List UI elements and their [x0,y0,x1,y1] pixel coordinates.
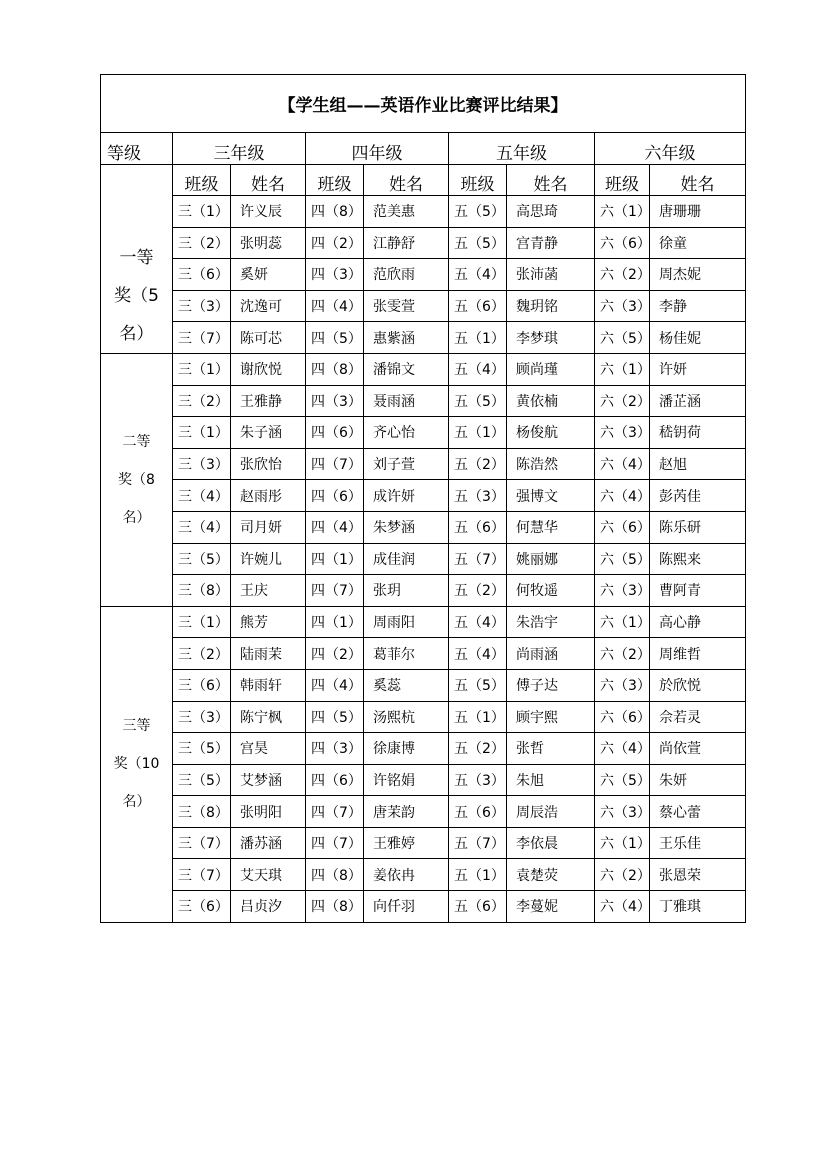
class-cell: 三（2） [173,638,231,670]
class-column-header: 班级 [449,165,507,196]
student-name-cell: 强博文 [507,480,595,512]
table-row [101,511,746,543]
class-cell: 五（2） [449,733,507,765]
table-row [101,322,746,354]
student-name-cell: 吕贞汐 [231,891,306,923]
student-name-cell: 张玥 [364,575,449,607]
student-name-cell: 周杰妮 [650,259,746,291]
class-column-header: 班级 [173,165,231,196]
class-cell: 四（1） [306,606,364,638]
class-cell: 五（7） [449,543,507,575]
class-cell: 四（8） [306,353,364,385]
student-name-cell: 李蔓妮 [507,891,595,923]
table-row [101,196,746,228]
second-prize-label [101,353,173,606]
class-cell: 三（8） [173,575,231,607]
student-name-cell: 张明阳 [231,796,306,828]
student-name-cell: 於欣悦 [650,669,746,701]
class-cell: 五（2） [449,575,507,607]
class-cell: 五（1） [449,859,507,891]
student-name-cell: 唐茉韵 [364,796,449,828]
class-cell: 六（2） [595,638,650,670]
student-name-cell: 李梦琪 [507,322,595,354]
class-cell: 三（8） [173,796,231,828]
table-row [101,543,746,575]
student-name-cell: 徐康博 [364,733,449,765]
prize-label-line: 二等 [122,433,151,450]
class-cell: 三（1） [173,196,231,228]
class-cell: 六（1） [595,353,650,385]
class-cell: 三（4） [173,480,231,512]
class-cell: 六（1） [595,196,650,228]
table-row [101,764,746,796]
student-name-cell: 韩雨轩 [231,669,306,701]
student-name-cell: 张雯萱 [364,290,449,322]
student-name-cell: 彭芮佳 [650,480,746,512]
class-cell: 六（2） [595,259,650,291]
prize-label-line: 一等 [119,247,154,268]
class-cell: 四（5） [306,701,364,733]
student-name-cell: 魏玥铭 [507,290,595,322]
class-cell: 五（5） [449,669,507,701]
table-row [101,733,746,765]
results-table [100,74,746,923]
class-cell: 六（3） [595,575,650,607]
class-cell: 三（5） [173,543,231,575]
class-cell: 四（4） [306,669,364,701]
prize-label-line: 名） [122,794,151,811]
student-name-cell: 潘锦文 [364,353,449,385]
table-row [101,891,746,923]
class-cell: 三（1） [173,417,231,449]
student-name-cell: 王雅静 [231,385,306,417]
class-cell: 四（7） [306,448,364,480]
class-cell: 五（5） [449,385,507,417]
student-name-cell: 宫昊 [231,733,306,765]
student-name-cell: 袁楚荧 [507,859,595,891]
class-cell: 三（6） [173,259,231,291]
class-cell: 六（3） [595,290,650,322]
class-cell: 四（7） [306,827,364,859]
class-cell: 六（5） [595,764,650,796]
class-cell: 五（5） [449,227,507,259]
class-cell: 六（5） [595,322,650,354]
student-name-cell: 赵雨彤 [231,480,306,512]
class-cell: 四（6） [306,417,364,449]
class-cell: 三（6） [173,669,231,701]
prize-label-line: 名） [119,323,154,344]
class-cell: 四（7） [306,796,364,828]
class-cell: 三（7） [173,859,231,891]
student-name-cell: 向仟羽 [364,891,449,923]
prize-label-line: 奖（5 [114,285,159,306]
student-name-cell: 陈可芯 [231,322,306,354]
student-name-cell: 成佳润 [364,543,449,575]
table-row [101,638,746,670]
class-cell: 五（1） [449,417,507,449]
student-name-cell: 周雨阳 [364,606,449,638]
student-name-cell: 江静舒 [364,227,449,259]
class-cell: 六（2） [595,859,650,891]
class-cell: 五（6） [449,290,507,322]
class-cell: 四（3） [306,385,364,417]
class-cell: 四（6） [306,764,364,796]
table-row [101,259,746,291]
student-name-cell: 许义辰 [231,196,306,228]
student-name-cell: 惠紫涵 [364,322,449,354]
grade-header-6: 六年级 [595,133,746,165]
student-name-cell: 王乐佳 [650,827,746,859]
table-row [101,796,746,828]
student-name-cell: 司月妍 [231,511,306,543]
student-name-cell: 尚雨涵 [507,638,595,670]
table-row [101,701,746,733]
class-cell: 六（3） [595,417,650,449]
class-cell: 五（4） [449,638,507,670]
class-cell: 四（2） [306,227,364,259]
class-cell: 五（7） [449,827,507,859]
student-name-cell: 陈熙来 [650,543,746,575]
class-cell: 四（1） [306,543,364,575]
student-name-cell: 陈乐研 [650,511,746,543]
first-prize-label [101,165,173,354]
student-name-cell: 朱浩宇 [507,606,595,638]
student-name-cell: 朱梦涵 [364,511,449,543]
name-column-header: 姓名 [507,165,595,196]
student-name-cell: 许婉儿 [231,543,306,575]
class-cell: 六（4） [595,733,650,765]
class-cell: 三（1） [173,606,231,638]
class-cell: 三（2） [173,385,231,417]
name-column-header: 姓名 [231,165,306,196]
student-name-cell: 黄依楠 [507,385,595,417]
class-cell: 三（5） [173,733,231,765]
student-name-cell: 周维哲 [650,638,746,670]
student-name-cell: 张欣怡 [231,448,306,480]
class-cell: 五（6） [449,891,507,923]
table-row [101,448,746,480]
student-name-cell: 丁雅琪 [650,891,746,923]
class-cell: 五（4） [449,606,507,638]
class-cell: 六（3） [595,669,650,701]
student-name-cell: 顾尚瑾 [507,353,595,385]
class-cell: 六（4） [595,448,650,480]
student-name-cell: 朱子涵 [231,417,306,449]
student-name-cell: 顾宇熙 [507,701,595,733]
class-cell: 四（4） [306,290,364,322]
student-name-cell: 赵旭 [650,448,746,480]
class-cell: 三（3） [173,448,231,480]
student-name-cell: 刘子萱 [364,448,449,480]
student-name-cell: 熊芳 [231,606,306,638]
name-column-header: 姓名 [364,165,449,196]
student-name-cell: 沈逸可 [231,290,306,322]
class-cell: 三（6） [173,891,231,923]
student-name-cell: 徐童 [650,227,746,259]
class-cell: 四（7） [306,575,364,607]
grade-header-4: 四年级 [306,133,449,165]
name-column-header: 姓名 [650,165,746,196]
table-title: 【学生组——英语作业比赛评比结果】 [101,75,746,133]
student-name-cell: 何牧遥 [507,575,595,607]
student-name-cell: 傅子达 [507,669,595,701]
table-row [101,827,746,859]
student-name-cell: 成许妍 [364,480,449,512]
student-name-cell: 王庆 [231,575,306,607]
student-name-cell: 张沛菡 [507,259,595,291]
class-cell: 五（4） [449,353,507,385]
student-name-cell: 王雅婷 [364,827,449,859]
class-cell: 三（2） [173,227,231,259]
table-row [101,290,746,322]
class-cell: 三（5） [173,764,231,796]
student-name-cell: 姚丽娜 [507,543,595,575]
student-name-cell: 周辰浩 [507,796,595,828]
student-name-cell: 李依晨 [507,827,595,859]
student-name-cell: 潘苏涵 [231,827,306,859]
class-cell: 四（4） [306,511,364,543]
class-cell: 六（6） [595,227,650,259]
class-column-header: 班级 [306,165,364,196]
student-name-cell: 葛菲尔 [364,638,449,670]
student-name-cell: 高思琦 [507,196,595,228]
table-row [101,417,746,449]
class-cell: 三（7） [173,827,231,859]
student-name-cell: 张哲 [507,733,595,765]
student-name-cell: 杨佳妮 [650,322,746,354]
student-name-cell: 艾天琪 [231,859,306,891]
third-prize-label [101,606,173,922]
prize-label-line: 奖（10 [113,756,160,773]
student-name-cell: 佘若灵 [650,701,746,733]
student-name-cell: 何慧华 [507,511,595,543]
class-cell: 四（8） [306,859,364,891]
class-cell: 三（1） [173,353,231,385]
class-cell: 四（3） [306,733,364,765]
student-name-cell: 曹阿青 [650,575,746,607]
student-name-cell: 唐珊珊 [650,196,746,228]
class-cell: 五（3） [449,480,507,512]
grade-header-5: 五年级 [449,133,595,165]
class-cell: 四（3） [306,259,364,291]
class-cell: 六（4） [595,891,650,923]
class-column-header: 班级 [595,165,650,196]
student-name-cell: 聂雨涵 [364,385,449,417]
table-row [101,480,746,512]
table-row [101,575,746,607]
student-name-cell: 谢欣悦 [231,353,306,385]
student-name-cell: 汤熙杭 [364,701,449,733]
student-name-cell: 姜依冉 [364,859,449,891]
subheader-row [101,165,746,196]
class-cell: 五（5） [449,196,507,228]
grade-header-3: 三年级 [173,133,306,165]
student-name-cell: 奚妍 [231,259,306,291]
student-name-cell: 朱旭 [507,764,595,796]
class-cell: 三（3） [173,701,231,733]
class-cell: 五（1） [449,322,507,354]
student-name-cell: 陈宁枫 [231,701,306,733]
class-cell: 六（1） [595,827,650,859]
class-cell: 六（2） [595,385,650,417]
student-name-cell: 许妍 [650,353,746,385]
student-name-cell: 嵇钥荷 [650,417,746,449]
class-cell: 五（1） [449,701,507,733]
class-cell: 四（2） [306,638,364,670]
table-row [101,227,746,259]
student-name-cell: 李静 [650,290,746,322]
level-header: 等级 [101,133,173,165]
class-cell: 四（6） [306,480,364,512]
class-cell: 六（5） [595,543,650,575]
prize-label-line: 三等 [122,718,151,735]
prize-label-line: 奖（8 [118,471,155,488]
class-cell: 六（6） [595,511,650,543]
class-cell: 五（2） [449,448,507,480]
class-cell: 三（4） [173,511,231,543]
student-name-cell: 杨俊航 [507,417,595,449]
class-cell: 四（8） [306,891,364,923]
student-name-cell: 蔡心蕾 [650,796,746,828]
student-name-cell: 奚蕊 [364,669,449,701]
class-cell: 六（1） [595,606,650,638]
class-cell: 三（7） [173,322,231,354]
student-name-cell: 艾梦涵 [231,764,306,796]
student-name-cell: 范美惠 [364,196,449,228]
table-row [101,859,746,891]
student-name-cell: 宫青静 [507,227,595,259]
student-name-cell: 陈浩然 [507,448,595,480]
student-name-cell: 潘芷涵 [650,385,746,417]
student-name-cell: 张明蕊 [231,227,306,259]
class-cell: 五（6） [449,796,507,828]
table-row [101,385,746,417]
student-name-cell: 高心静 [650,606,746,638]
class-cell: 五（6） [449,511,507,543]
class-cell: 四（5） [306,322,364,354]
student-name-cell: 齐心怡 [364,417,449,449]
prize-label-line: 名） [122,509,151,526]
student-name-cell: 朱妍 [650,764,746,796]
class-cell: 五（4） [449,259,507,291]
table-row [101,669,746,701]
class-cell: 六（6） [595,701,650,733]
table-row [101,353,746,385]
table-row [101,606,746,638]
class-cell: 六（3） [595,796,650,828]
student-name-cell: 范欣雨 [364,259,449,291]
student-name-cell: 张恩荣 [650,859,746,891]
class-cell: 五（3） [449,764,507,796]
class-cell: 四（8） [306,196,364,228]
class-cell: 三（3） [173,290,231,322]
student-name-cell: 许铭娟 [364,764,449,796]
student-name-cell: 陆雨茉 [231,638,306,670]
class-cell: 六（4） [595,480,650,512]
student-name-cell: 尚依萱 [650,733,746,765]
